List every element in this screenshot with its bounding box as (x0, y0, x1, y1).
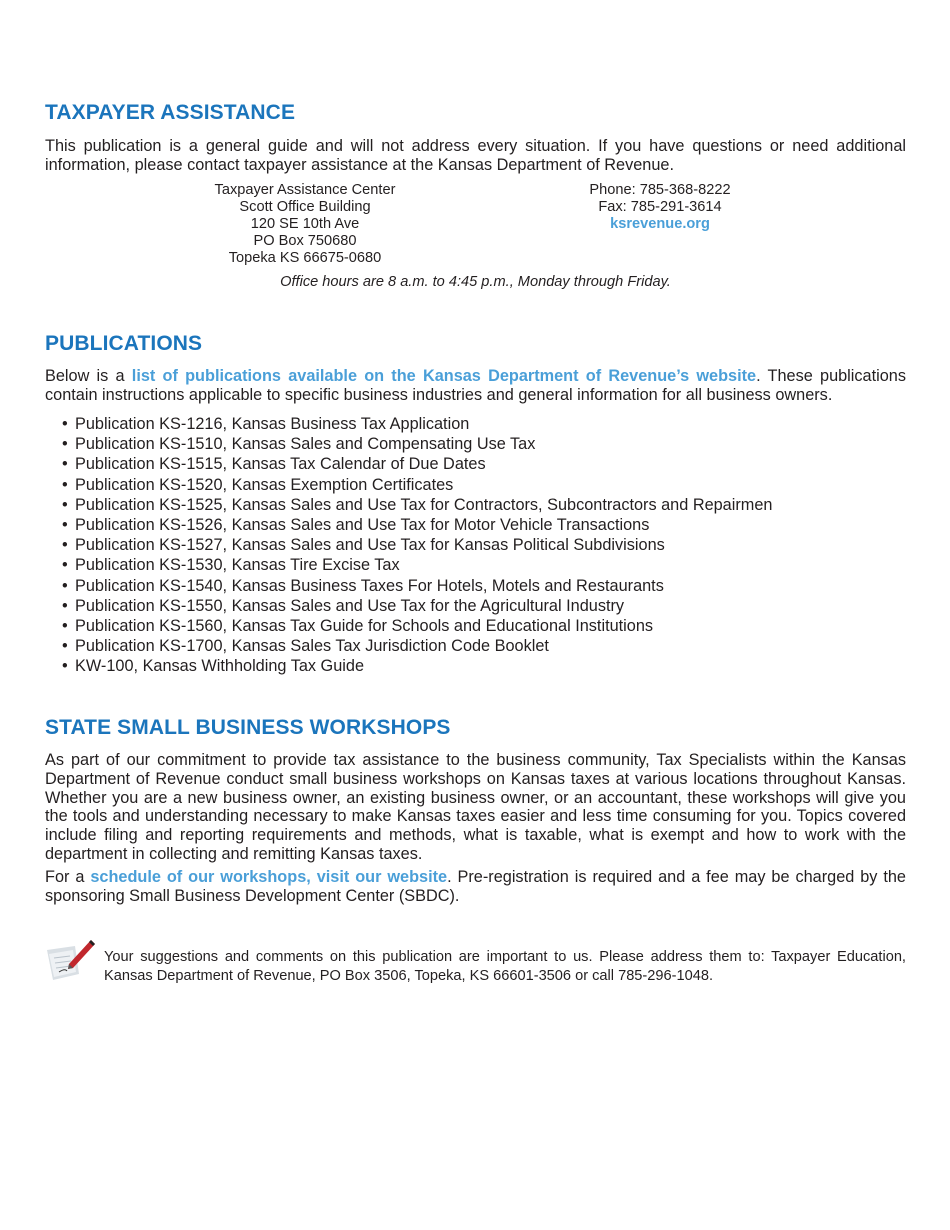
bullet-icon: • (62, 415, 68, 433)
workshops-body: As part of our commitment to provide tax assistance to the business community, Tax Specialists within the Kansas Department of Revenue conduct small business workshops on Kansas taxes at various locations throughout Kansas. Whether you are a new business owner, an existing business owner, or an accountant, these workshops will give you the tools and understanding necessary to make Kansas taxes easier and less time consuming for you. Topics covered include filing and reporting requirements and methods, what is taxable, what is exempt and how to work with the department in collecting and remitting Kansas taxes. (45, 751, 906, 863)
taxpayer-assistance-intro: This publication is a general guide and will not address every situation. If you have questions or need additional information, please contact taxpayer assistance at the Kansas Department of Revenue. (45, 137, 906, 174)
workshops-heading: STATE SMALL BUSINESS WORKSHOPS (45, 716, 451, 739)
list-item: • KW-100, Kansas Withholding Tax Guide (62, 657, 364, 676)
list-item: • Publication KS-1527, Kansas Sales and Use Tax for Kansas Political Subdivisions (62, 536, 665, 555)
fax-number: Fax: 785-291-3614 (598, 198, 722, 215)
bullet-icon: • (62, 576, 68, 595)
feedback-note: Your suggestions and comments on this publication are important to us. Please address them to: Taxpayer Education, Kansas Department of Revenue, PO Box 3506, Topeka, KS 66601-3506 or call 785-296-1048. (104, 949, 906, 984)
bullet-icon: • (62, 495, 68, 514)
publications-list-link[interactable]: list of publications available on the Kansas Department of Revenue’s website (131, 367, 757, 385)
taxpayer-assistance-heading: TAXPAYER ASSISTANCE (45, 101, 296, 124)
bullet-icon: • (62, 435, 68, 454)
bullet-icon: • (62, 617, 68, 636)
list-item: • Publication KS-1530, Kansas Tire Excise Tax (62, 556, 400, 575)
bullet-icon: • (62, 556, 68, 575)
workshops-schedule (45, 868, 906, 906)
publications-list (62, 414, 772, 677)
list-item: • Publication KS-1525, Kansas Sales and Use Tax for Contractors, Subcontractors and Repairmen (62, 495, 773, 514)
list-item: • Publication KS-1540, Kansas Business Taxes For Hotels, Motels and Restaurants (62, 576, 664, 595)
list-item: • Publication KS-1520, Kansas Exemption Certificates (62, 475, 454, 494)
bullet-icon: • (62, 475, 68, 494)
publications-intro-after: . These publications contain instructions applicable to specific business industries and general information for all business owners. (45, 367, 906, 404)
address-line: Taxpayer Assistance Center (214, 182, 396, 198)
publications-intro (45, 367, 906, 405)
phone-number: Phone: 785-368-8222 (589, 182, 731, 198)
publications-intro-before: Below is a (45, 367, 132, 385)
schedule-after: . Pre-registration is required and a fee may be charged by the sponsoring Small Business Development Center (SBDC). (45, 868, 906, 905)
bullet-icon: • (62, 516, 68, 535)
bullet-icon: • (62, 637, 68, 656)
workshop-schedule-link[interactable]: schedule of our workshops, visit our website (90, 868, 448, 886)
bullet-icon: • (62, 536, 68, 555)
bullet-icon: • (62, 596, 68, 615)
bullet-icon: • (62, 657, 68, 676)
address-line: 120 SE 10th Ave (250, 215, 360, 232)
list-item: • Publication KS-1526, Kansas Sales and Use Tax for Motor Vehicle Transactions (62, 516, 650, 535)
list-item: • Publication KS-1515, Kansas Tax Calendar of Due Dates (62, 455, 486, 474)
list-item: • Publication KS-1560, Kansas Tax Guide for Schools and Educational Institutions (62, 617, 654, 636)
schedule-before: For a (45, 868, 91, 886)
mailing-address (170, 182, 440, 267)
pen-paper-icon (45, 938, 97, 984)
contact-numbers (525, 182, 795, 233)
bullet-icon: • (62, 455, 68, 474)
list-item: • Publication KS-1510, Kansas Sales and Compensating Use Tax (62, 435, 536, 454)
address-line: PO Box 750680 (253, 232, 357, 249)
address-line: Scott Office Building (239, 198, 371, 215)
list-item: • Publication KS-1216, Kansas Business Tax Application (62, 415, 470, 433)
office-hours: Office hours are 8 a.m. to 4:45 p.m., Monday through Friday. (280, 274, 671, 290)
list-item: • Publication KS-1550, Kansas Sales and Use Tax for the Agricultural Industry (62, 596, 625, 615)
publications-heading: PUBLICATIONS (45, 332, 203, 355)
website-link[interactable]: ksrevenue.org (610, 215, 710, 232)
address-line: Topeka KS 66675-0680 (228, 249, 382, 266)
list-item: • Publication KS-1700, Kansas Sales Tax Jurisdiction Code Booklet (62, 637, 549, 656)
